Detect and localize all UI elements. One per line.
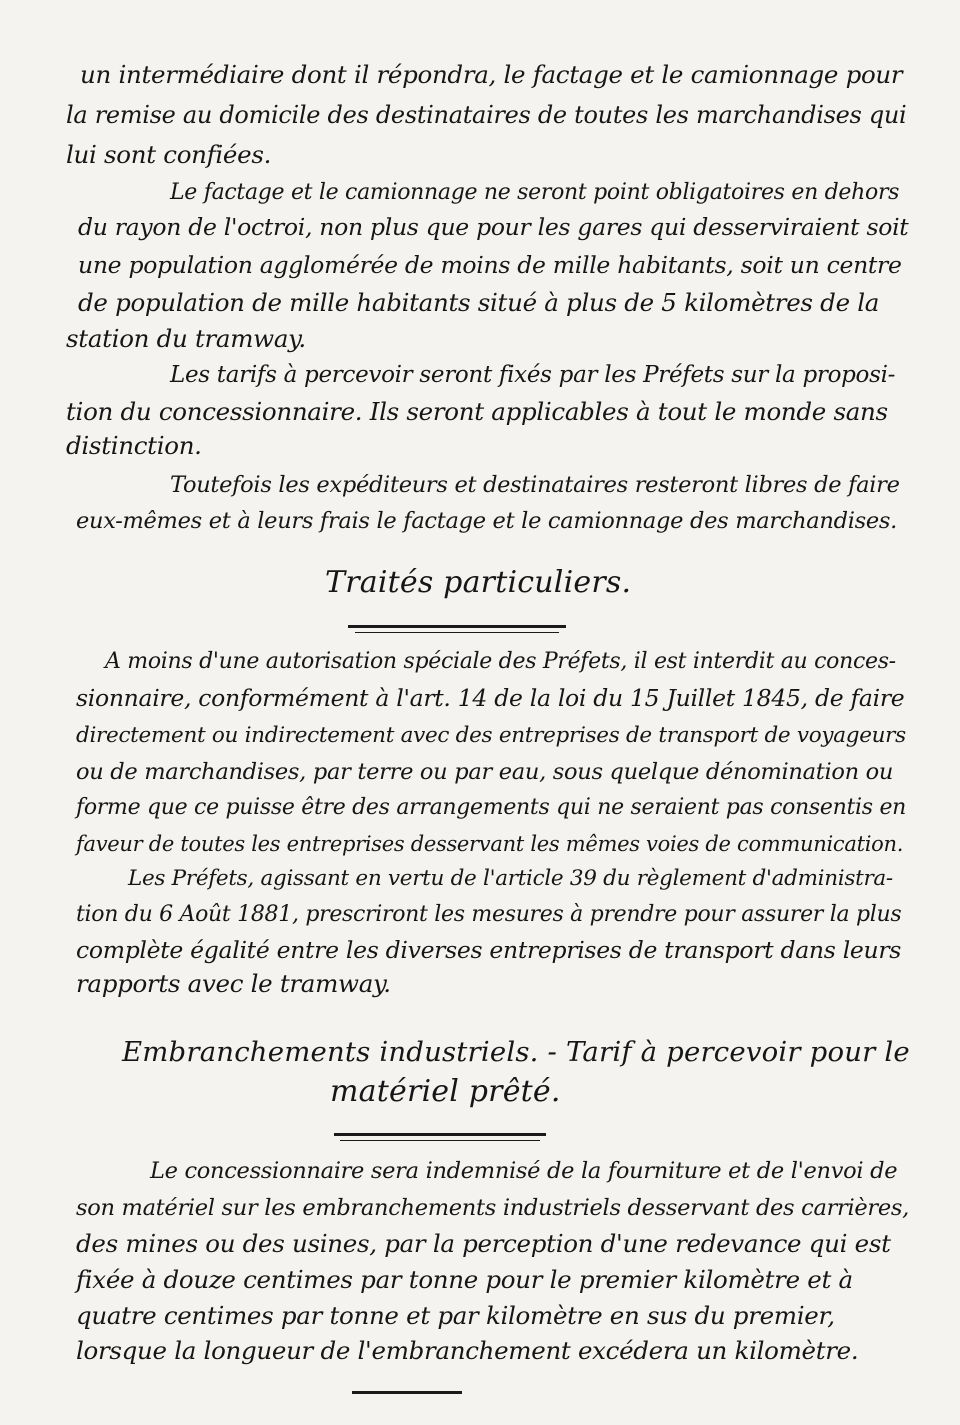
paragraph-4-line-1: Toutefois les expéditeurs et destinataires resteront libres de faire	[170, 472, 900, 498]
paragraph-1-line-2: la remise au domicile des destinataires de toutes les marchandises qui	[66, 101, 907, 129]
paragraph-6-line-1: Les Préfets, agissant en vertu de l'article 39 du règlement d'administra-	[128, 866, 893, 891]
section-heading-traites-particuliers: Traités particuliers.	[325, 565, 632, 600]
heading-2-underline-thin	[340, 1140, 540, 1141]
section-heading-embranchements-line-2: matériel prêté.	[330, 1074, 561, 1109]
heading-1-underline-thin	[355, 632, 559, 633]
paragraph-7-line-3: des mines ou des usines, par la perception d'une redevance qui est	[76, 1229, 891, 1258]
closing-rule	[352, 1391, 462, 1394]
paragraph-5-line-2: sionnaire, conformément à l'art. 14 de la loi du 15 Juillet 1845, de faire	[76, 684, 905, 712]
paragraph-5-line-5: forme que ce puisse être des arrangements qui ne seraient pas consentis en	[76, 795, 907, 820]
paragraph-4-line-2: eux-mêmes et à leurs frais le factage et le camionnage des marchandises.	[76, 508, 897, 534]
paragraph-2-line-3: une population agglomérée de moins de mille habitants, soit un centre	[78, 251, 902, 279]
paragraph-5-line-1: A moins d'une autorisation spéciale des Préfets, il est interdit au conces-	[105, 649, 896, 674]
paragraph-2-line-4: de population de mille habitants situé à plus de 5 kilomètres de la	[78, 288, 880, 317]
paragraph-2-line-1: Le factage et le camionnage ne seront point obligatoires en dehors	[170, 180, 900, 205]
paragraph-7-line-6: lorsque la longueur de l'embranchement excédera un kilomètre.	[76, 1336, 859, 1365]
paragraph-7-line-1: Le concessionnaire sera indemnisé de la fourniture et de l'envoi de	[150, 1158, 898, 1184]
paragraph-1-line-1: un intermédiaire dont il répondra, le factage et le camionnage pour	[80, 60, 903, 89]
heading-1-underline	[348, 625, 566, 628]
paragraph-7-line-5: quatre centimes par tonne et par kilomètre en sus du premier,	[76, 1301, 835, 1330]
paragraph-5-line-4: ou de marchandises, par terre ou par eau, sous quelque dénomination ou	[76, 759, 894, 785]
section-heading-embranchements-line-1: Embranchements industriels. - Tarif à percevoir pour le	[122, 1036, 910, 1068]
paragraph-5-line-3: directement ou indirectement avec des entreprises de transport de voyageurs	[76, 723, 906, 748]
paragraph-2-line-2: du rayon de l'octroi, non plus que pour les gares qui desserviraient soit	[78, 213, 909, 241]
heading-2-underline	[334, 1133, 546, 1136]
paragraph-6-line-2: tion du 6 Août 1881, prescriront les mesures à prendre pour assurer la plus	[76, 902, 902, 927]
paragraph-6-line-4: rapports avec le tramway.	[76, 969, 391, 998]
paragraph-3-line-3: distinction.	[66, 431, 202, 460]
paragraph-3-line-1: Les tarifs à percevoir seront fixés par les Préfets sur la proposi-	[170, 362, 896, 388]
paragraph-3-line-2: tion du concessionnaire. Ils seront applicables à tout le monde sans	[66, 397, 888, 426]
paragraph-6-line-3: complète égalité entre les diverses entreprises de transport dans leurs	[76, 936, 902, 964]
paragraph-5-line-6: faveur de toutes les entreprises desservant les mêmes voies de communication.	[76, 832, 904, 856]
paragraph-7-line-2: son matériel sur les embranchements industriels desservant des carrières,	[76, 1195, 909, 1221]
paragraph-7-line-4: fixée à douze centimes par tonne pour le premier kilomètre et à	[76, 1265, 853, 1294]
paragraph-2-line-5: station du tramway.	[66, 324, 306, 353]
paragraph-1-line-3: lui sont confiées.	[66, 140, 272, 169]
